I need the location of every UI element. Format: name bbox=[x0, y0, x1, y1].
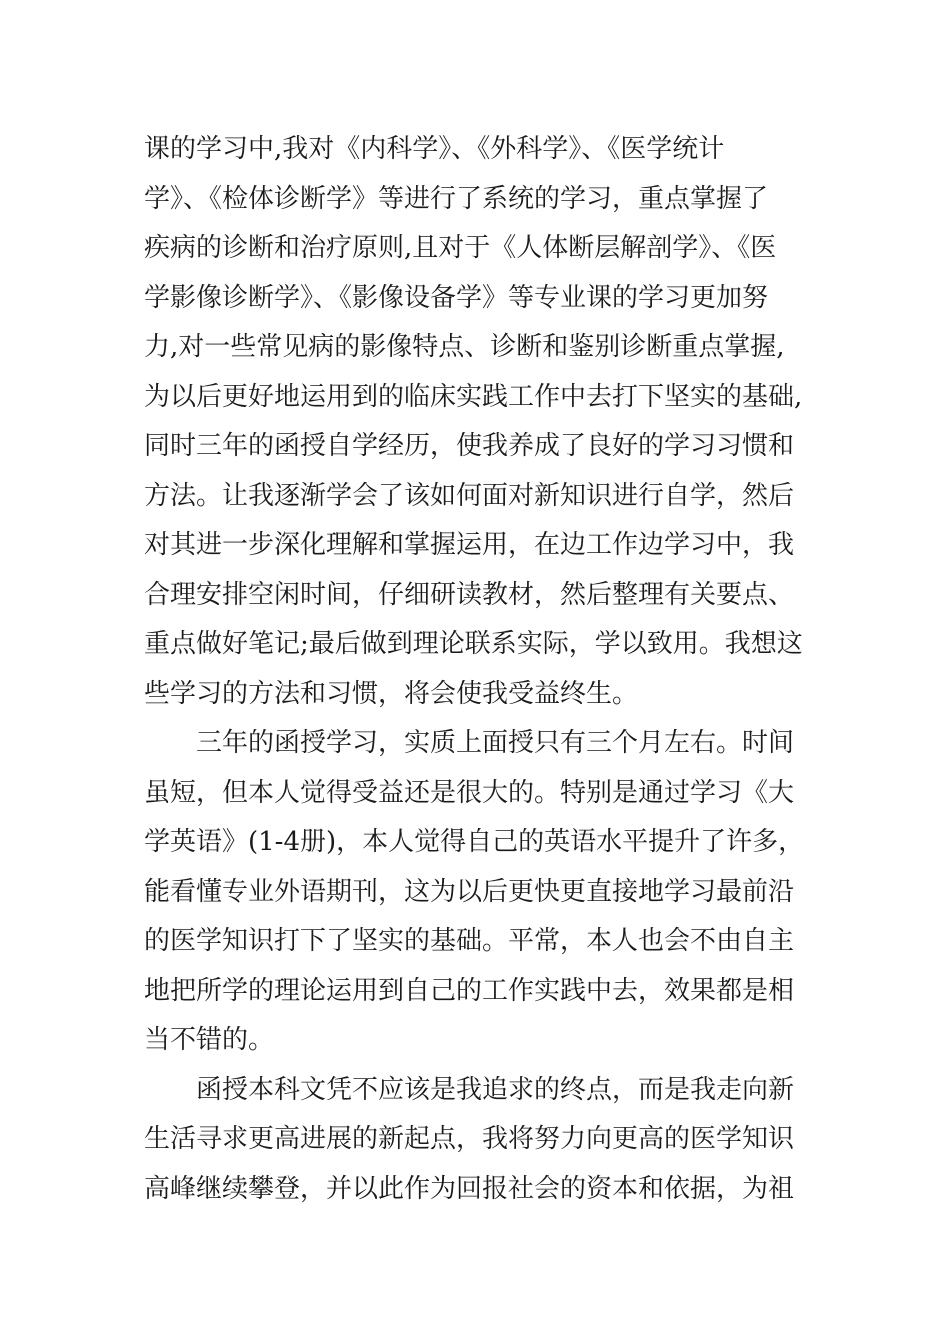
text-line: 些学习的方法和习惯，将会使我受益终生。 bbox=[144, 678, 639, 709]
text-line: 学影像诊断学》、《影像设备学》等专业课的学习更加努 bbox=[144, 282, 769, 313]
text-line: 学英语》(1-4册)，本人觉得自己的英语水平提升了许多， bbox=[144, 827, 805, 857]
text-line: 的医学知识打下了坚实的基础。平常，本人也会不由自主 bbox=[144, 926, 795, 956]
text-line: 课的学习中,我对《内科学》、《外科学》、《医学统计 bbox=[144, 134, 725, 164]
text-line: 学》、《检体诊断学》等进行了系统的学习，重点掌握了 bbox=[144, 183, 769, 214]
text-line: 地把所学的理论运用到自己的工作实践中去，效果都是相 bbox=[144, 975, 795, 1006]
text-line: 三年的函授学习，实质上面授只有三个月左右。时间 bbox=[144, 728, 795, 758]
text-line: 虽短，但本人觉得受益还是很大的。特别是通过学习《大 bbox=[144, 777, 795, 808]
text-line: 生活寻求更高进展的新起点，我将努力向更高的医学知识 bbox=[144, 1124, 795, 1154]
text-line: 为以后更好地运用到的临床实践工作中去打下坚实的基础, bbox=[144, 381, 803, 412]
document-body bbox=[144, 125, 814, 1214]
text-line: 当不错的。 bbox=[144, 1025, 275, 1055]
text-line: 力,对一些常见病的影像特点、诊断和鉴别诊断重点掌握, bbox=[144, 332, 785, 362]
text-line: 高峰继续攀登，并以此作为回报社会的资本和依据，为祖 bbox=[144, 1173, 795, 1204]
text-line: 对其进一步深化理解和掌握运用，在边工作边学习中，我 bbox=[144, 530, 795, 560]
text-line: 合理安排空闲时间，仔细研读教材，然后整理有关要点、 bbox=[144, 579, 795, 610]
text-line: 疾病的诊断和治疗原则,且对于《人体断层解剖学》、《医 bbox=[144, 233, 777, 263]
text-line: 方法。让我逐渐学会了该如何面对新知识进行自学，然后 bbox=[144, 480, 795, 511]
text-line: 同时三年的函授自学经历，使我养成了良好的学习习惯和 bbox=[144, 431, 795, 461]
text-line: 能看懂专业外语期刊，这为以后更快更直接地学习最前沿 bbox=[144, 876, 795, 907]
text-line: 函授本科文凭不应该是我追求的终点，而是我走向新 bbox=[144, 1074, 795, 1105]
text-line: 重点做好笔记;最后做到理论联系实际，学以致用。我想这 bbox=[144, 629, 803, 659]
